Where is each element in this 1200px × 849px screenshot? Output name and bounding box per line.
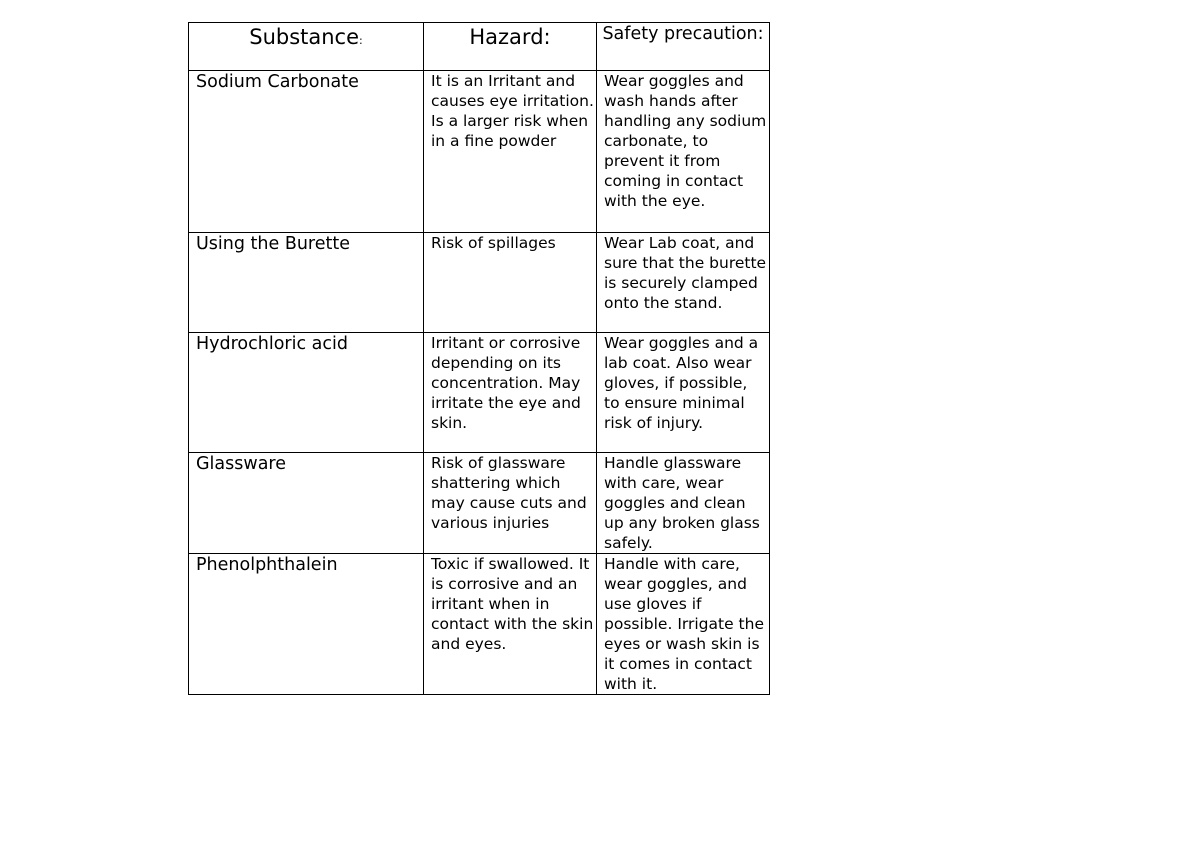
hazard-cell: Irritant or corrosive depending on its concentration. May irritate the eye and skin. [424,333,597,453]
header-safety-precaution: Safety precaution: [597,23,770,71]
header-substance [189,23,424,71]
precaution-cell: Handle with care, wear goggles, and use gloves if possible. Irrigate the eyes or wash skin is it comes in contact with it. [597,554,770,695]
hazard-cell: It is an Irritant and causes eye irritation. Is a larger risk when in a fine powder [424,71,597,233]
table-row [189,333,770,453]
substance-cell: Using the Burette [189,233,424,333]
table-header-row [189,23,770,71]
substance-cell: Hydrochloric acid [189,333,424,453]
table-row [189,453,770,554]
substance-cell: Glassware [189,453,424,554]
table-row [189,71,770,233]
header-substance-label: Substance [249,25,360,49]
precaution-cell: Handle glassware with care, wear goggles and clean up any broken glass safely. [597,453,770,554]
hazard-cell: Risk of spillages [424,233,597,333]
hazard-cell: Toxic if swallowed. It is corrosive and an irritant when in contact with the skin and eyes. [424,554,597,695]
substance-cell: Sodium Carbonate [189,71,424,233]
hazard-cell: Risk of glassware shattering which may cause cuts and various injuries [424,453,597,554]
precaution-cell: Wear goggles and wash hands after handling any sodium carbonate, to prevent it from coming in contact with the eye. [597,71,770,233]
substance-cell: Phenolphthalein [189,554,424,695]
safety-precautions-table [188,22,770,695]
precaution-cell: Wear Lab coat, and sure that the burette is securely clamped onto the stand. [597,233,770,333]
table-row [189,233,770,333]
header-hazard: Hazard: [424,23,597,71]
header-substance-colon: : [359,34,363,47]
table-row [189,554,770,695]
precaution-cell: Wear goggles and a lab coat. Also wear gloves, if possible, to ensure minimal risk of injury. [597,333,770,453]
